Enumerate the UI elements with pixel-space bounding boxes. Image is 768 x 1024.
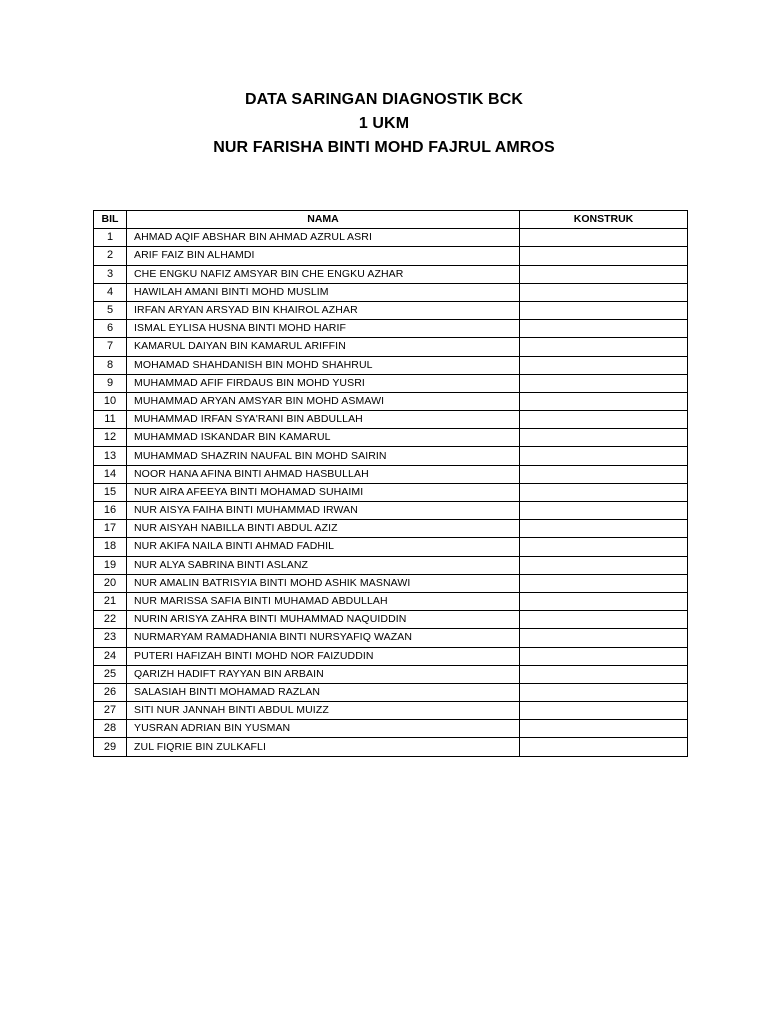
- student-name: CHE ENGKU NAFIZ AMSYAR BIN CHE ENGKU AZHAR: [127, 265, 520, 283]
- row-number: 11: [94, 411, 127, 429]
- row-number: 18: [94, 538, 127, 556]
- column-header-bil: BIL: [94, 211, 127, 229]
- column-header-konstruk: KONSTRUK: [520, 211, 688, 229]
- row-number: 22: [94, 611, 127, 629]
- row-number: 1: [94, 229, 127, 247]
- konstruk-cell: [520, 265, 688, 283]
- konstruk-cell: [520, 229, 688, 247]
- student-name: NUR AKIFA NAILA BINTI AHMAD FADHIL: [127, 538, 520, 556]
- table-row: [94, 320, 688, 338]
- student-name: NURMARYAM RAMADHANIA BINTI NURSYAFIQ WAZAN: [127, 629, 520, 647]
- table-row: [94, 283, 688, 301]
- student-name: PUTERI HAFIZAH BINTI MOHD NOR FAIZUDDIN: [127, 647, 520, 665]
- student-name: NUR AIRA AFEEYA BINTI MOHAMAD SUHAIMI: [127, 483, 520, 501]
- row-number: 9: [94, 374, 127, 392]
- student-name: IRFAN ARYAN ARSYAD BIN KHAIROL AZHAR: [127, 301, 520, 319]
- table-row: [94, 411, 688, 429]
- table-row: [94, 647, 688, 665]
- student-name: YUSRAN ADRIAN BIN YUSMAN: [127, 720, 520, 738]
- konstruk-cell: [520, 647, 688, 665]
- table-row: [94, 611, 688, 629]
- row-number: 7: [94, 338, 127, 356]
- table-row: [94, 702, 688, 720]
- table-row: [94, 374, 688, 392]
- student-name: ARIF FAIZ BIN ALHAMDI: [127, 247, 520, 265]
- student-name: KAMARUL DAIYAN BIN KAMARUL ARIFFIN: [127, 338, 520, 356]
- row-number: 14: [94, 465, 127, 483]
- student-name: NUR AMALIN BATRISYIA BINTI MOHD ASHIK MASNAWI: [127, 574, 520, 592]
- teacher-name: NUR FARISHA BINTI MOHD FAJRUL AMROS: [213, 139, 555, 156]
- student-name: MUHAMMAD ISKANDAR BIN KAMARUL: [127, 429, 520, 447]
- student-name: MUHAMMAD SHAZRIN NAUFAL BIN MOHD SAIRIN: [127, 447, 520, 465]
- konstruk-cell: [520, 520, 688, 538]
- konstruk-cell: [520, 447, 688, 465]
- student-name: QARIZH HADIFT RAYYAN BIN ARBAIN: [127, 665, 520, 683]
- row-number: 12: [94, 429, 127, 447]
- table-row: [94, 520, 688, 538]
- row-number: 23: [94, 629, 127, 647]
- document-header: [0, 88, 768, 160]
- konstruk-cell: [520, 429, 688, 447]
- row-number: 13: [94, 447, 127, 465]
- konstruk-cell: [520, 611, 688, 629]
- table-row: [94, 465, 688, 483]
- konstruk-cell: [520, 683, 688, 701]
- row-number: 2: [94, 247, 127, 265]
- table-row: [94, 247, 688, 265]
- konstruk-cell: [520, 483, 688, 501]
- student-name: MOHAMAD SHAHDANISH BIN MOHD SHAHRUL: [127, 356, 520, 374]
- row-number: 25: [94, 665, 127, 683]
- student-name: ZUL FIQRIE BIN ZULKAFLI: [127, 738, 520, 756]
- konstruk-cell: [520, 629, 688, 647]
- row-number: 10: [94, 392, 127, 410]
- konstruk-cell: [520, 465, 688, 483]
- row-number: 20: [94, 574, 127, 592]
- table-row: [94, 338, 688, 356]
- konstruk-cell: [520, 356, 688, 374]
- table-row: [94, 356, 688, 374]
- row-number: 16: [94, 502, 127, 520]
- konstruk-cell: [520, 411, 688, 429]
- konstruk-cell: [520, 665, 688, 683]
- student-name: SALASIAH BINTI MOHAMAD RAZLAN: [127, 683, 520, 701]
- table-row: [94, 392, 688, 410]
- student-name: AHMAD AQIF ABSHAR BIN AHMAD AZRUL ASRI: [127, 229, 520, 247]
- konstruk-cell: [520, 702, 688, 720]
- konstruk-cell: [520, 301, 688, 319]
- student-name: MUHAMMAD IRFAN SYA'RANI BIN ABDULLAH: [127, 411, 520, 429]
- konstruk-cell: [520, 392, 688, 410]
- konstruk-cell: [520, 320, 688, 338]
- table-row: [94, 429, 688, 447]
- konstruk-cell: [520, 374, 688, 392]
- student-name: MUHAMMAD AFIF FIRDAUS BIN MOHD YUSRI: [127, 374, 520, 392]
- row-number: 3: [94, 265, 127, 283]
- table-row: [94, 502, 688, 520]
- table-row: [94, 665, 688, 683]
- table-row: [94, 556, 688, 574]
- student-name: ISMAL EYLISA HUSNA BINTI MOHD HARIF: [127, 320, 520, 338]
- column-header-nama: NAMA: [127, 211, 520, 229]
- row-number: 27: [94, 702, 127, 720]
- table-row: [94, 483, 688, 501]
- row-number: 5: [94, 301, 127, 319]
- table-row: [94, 538, 688, 556]
- table-row: [94, 301, 688, 319]
- table-row: [94, 738, 688, 756]
- row-number: 17: [94, 520, 127, 538]
- row-number: 28: [94, 720, 127, 738]
- konstruk-cell: [520, 283, 688, 301]
- student-name: NUR AISYA FAIHA BINTI MUHAMMAD IRWAN: [127, 502, 520, 520]
- konstruk-cell: [520, 502, 688, 520]
- class-name: 1 UKM: [358, 115, 410, 132]
- table-row: [94, 229, 688, 247]
- student-table: [93, 210, 688, 757]
- table-row: [94, 592, 688, 610]
- student-name: NOOR HANA AFINA BINTI AHMAD HASBULLAH: [127, 465, 520, 483]
- student-name: NURIN ARISYA ZAHRA BINTI MUHAMMAD NAQUIDDIN: [127, 611, 520, 629]
- row-number: 19: [94, 556, 127, 574]
- table-row: [94, 720, 688, 738]
- konstruk-cell: [520, 556, 688, 574]
- row-number: 8: [94, 356, 127, 374]
- row-number: 4: [94, 283, 127, 301]
- konstruk-cell: [520, 720, 688, 738]
- table-row: [94, 683, 688, 701]
- student-name: NUR ALYA SABRINA BINTI ASLANZ: [127, 556, 520, 574]
- konstruk-cell: [520, 247, 688, 265]
- student-name: MUHAMMAD ARYAN AMSYAR BIN MOHD ASMAWI: [127, 392, 520, 410]
- row-number: 6: [94, 320, 127, 338]
- konstruk-cell: [520, 592, 688, 610]
- row-number: 24: [94, 647, 127, 665]
- konstruk-cell: [520, 338, 688, 356]
- row-number: 29: [94, 738, 127, 756]
- row-number: 21: [94, 592, 127, 610]
- table-row: [94, 629, 688, 647]
- konstruk-cell: [520, 574, 688, 592]
- student-name: NUR MARISSA SAFIA BINTI MUHAMAD ABDULLAH: [127, 592, 520, 610]
- document-title: DATA SARINGAN DIAGNOSTIK BCK: [244, 91, 524, 108]
- row-number: 26: [94, 683, 127, 701]
- student-name: NUR AISYAH NABILLA BINTI ABDUL AZIZ: [127, 520, 520, 538]
- table-row: [94, 447, 688, 465]
- table-row: [94, 265, 688, 283]
- konstruk-cell: [520, 538, 688, 556]
- table-body: [94, 229, 688, 756]
- table-header-row: [94, 211, 688, 229]
- konstruk-cell: [520, 738, 688, 756]
- row-number: 15: [94, 483, 127, 501]
- table-row: [94, 574, 688, 592]
- student-name: HAWILAH AMANI BINTI MOHD MUSLIM: [127, 283, 520, 301]
- student-name: SITI NUR JANNAH BINTI ABDUL MUIZZ: [127, 702, 520, 720]
